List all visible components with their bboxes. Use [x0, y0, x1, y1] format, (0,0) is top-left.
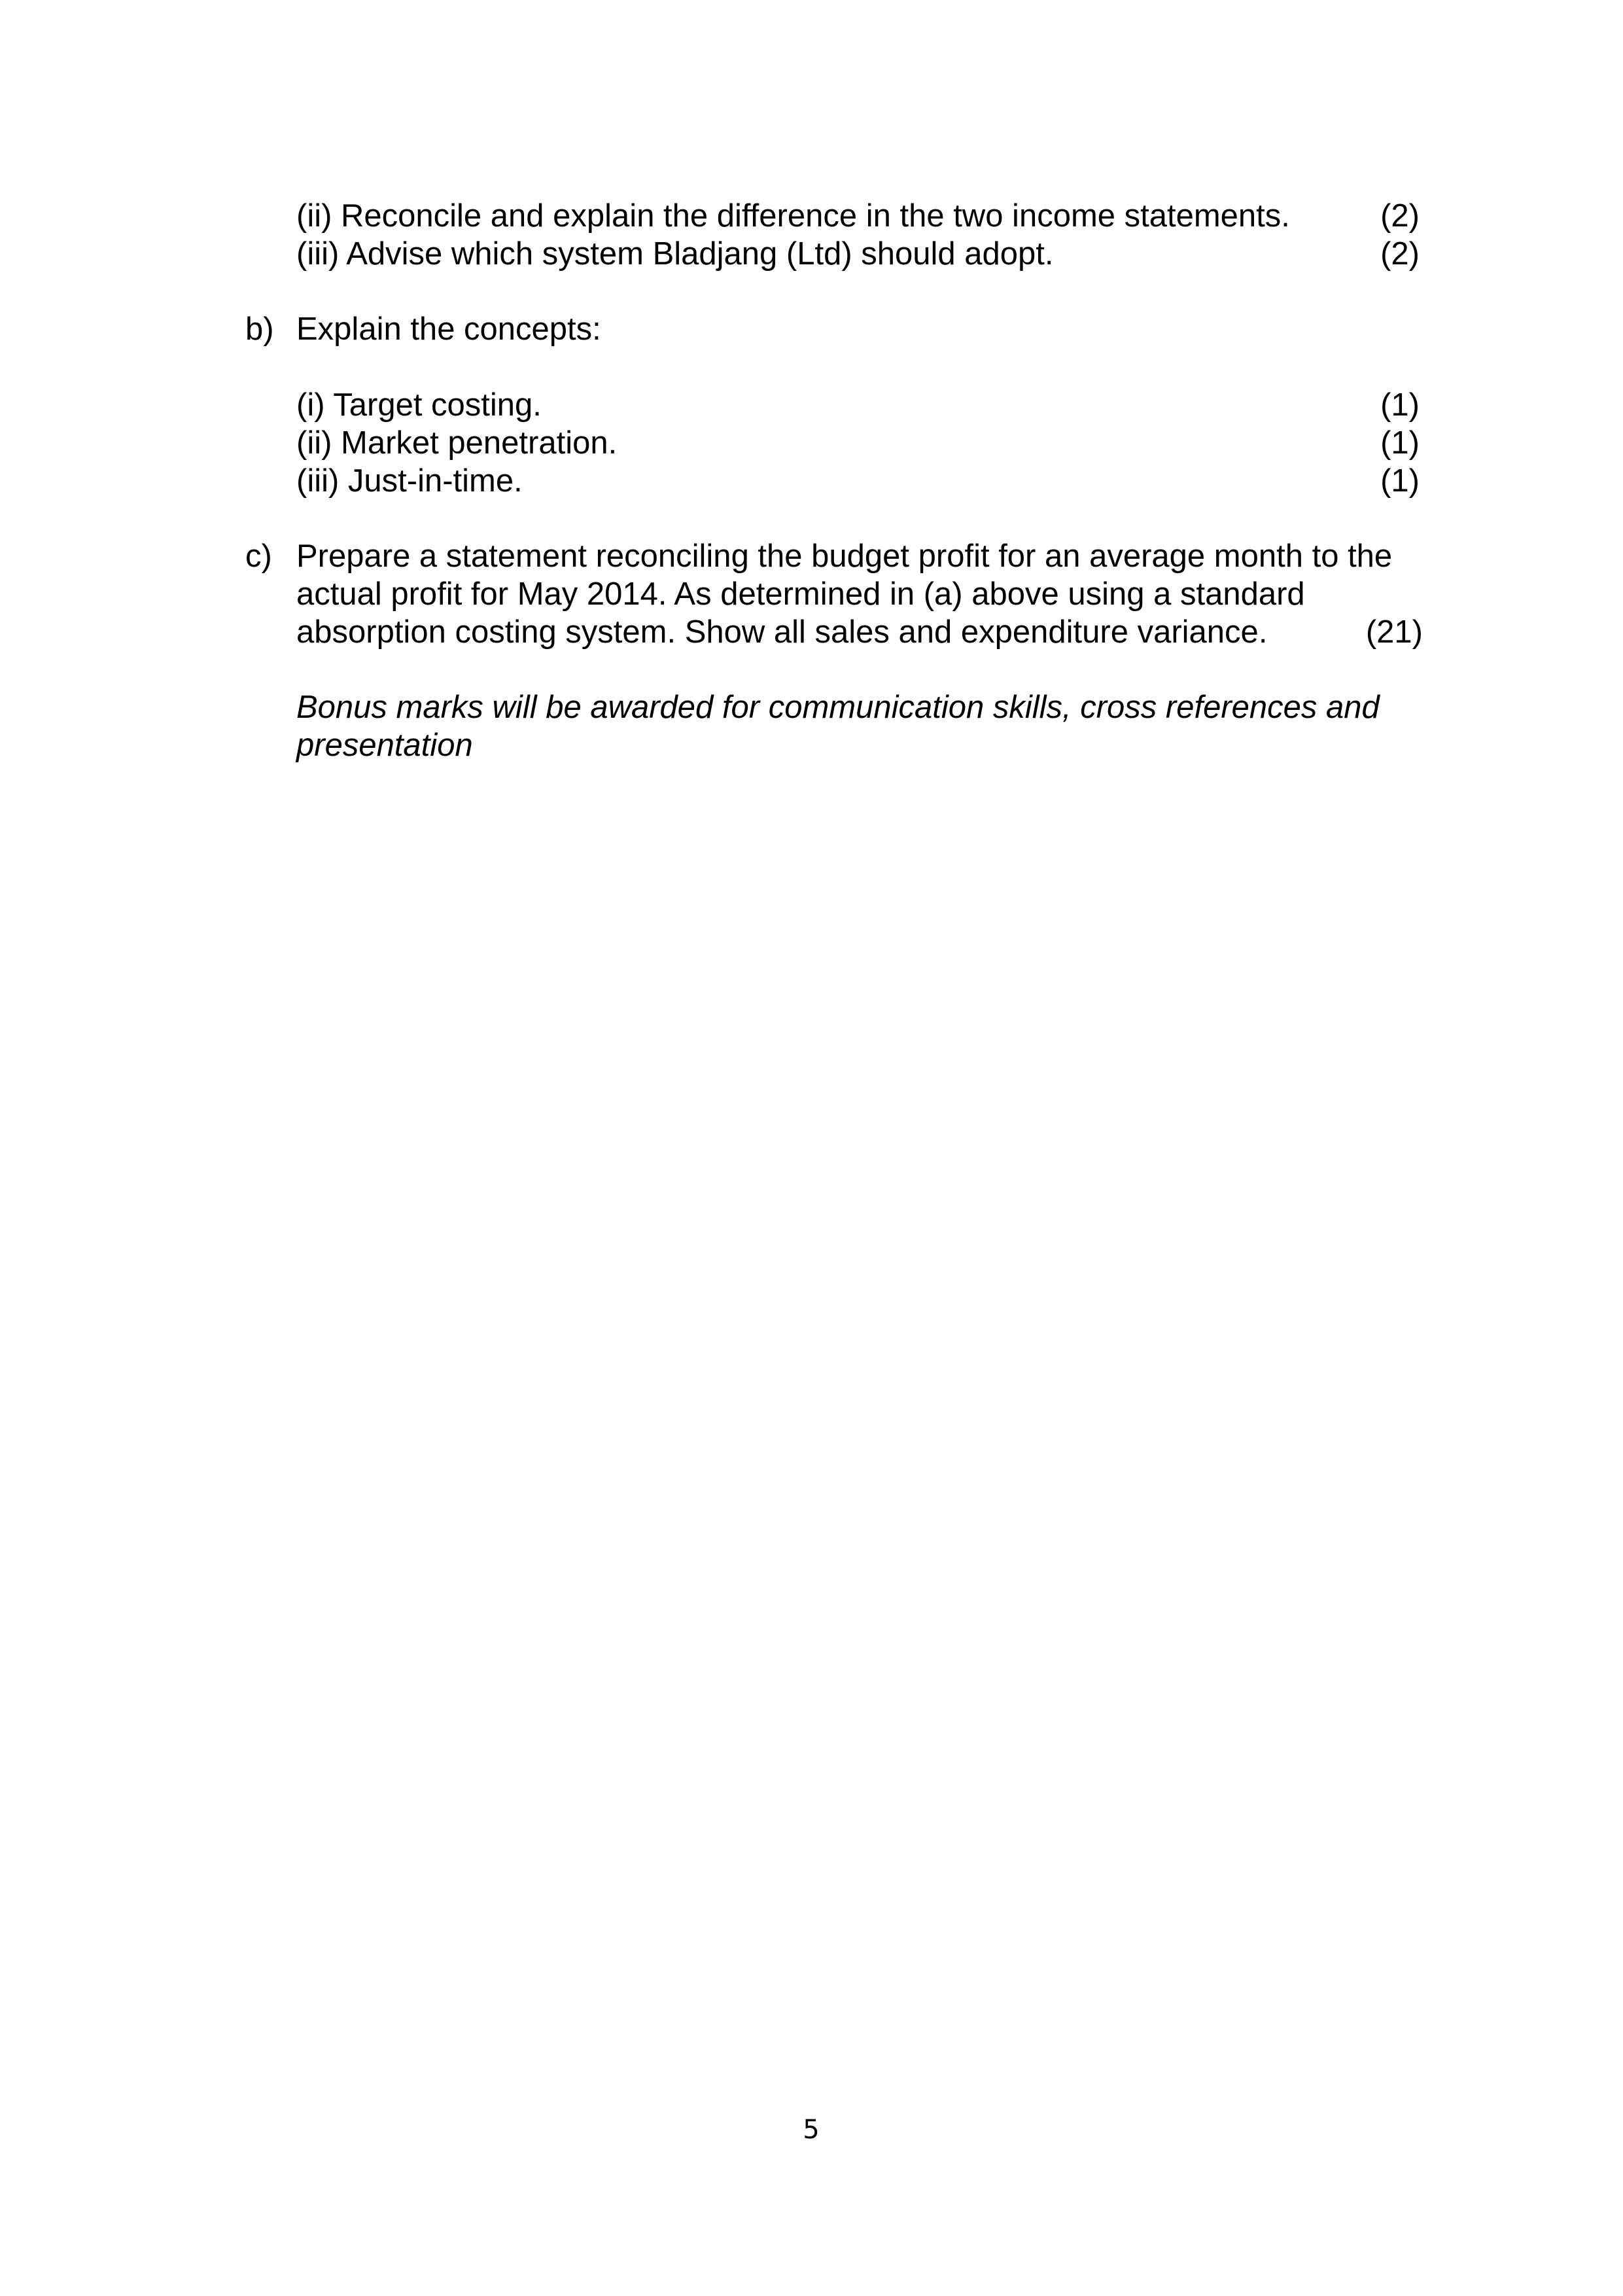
- part-b-item-iii-marks: (1): [1380, 463, 1420, 499]
- part-a-item-iii-marks: (2): [1380, 236, 1420, 272]
- part-b-item-iii-text: (iii) Just-in-time.: [296, 463, 523, 499]
- page-number: 5: [803, 2115, 820, 2145]
- part-a-item-ii-text: (ii) Reconcile and explain the difference in the two income statements.: [296, 198, 1290, 234]
- part-b-item-i-marks: (1): [1380, 387, 1420, 423]
- part-c-line-3: absorption costing system. Show all sales and expenditure variance.: [296, 614, 1268, 650]
- part-c-line-1: Prepare a statement reconciling the budget profit for an average month to the: [296, 539, 1393, 574]
- bonus-note-line-2: presentation: [296, 728, 473, 763]
- part-b-item-i-text: (i) Target costing.: [296, 387, 542, 423]
- part-b-item-ii-marks: (1): [1380, 425, 1420, 461]
- part-b-intro: Explain the concepts:: [296, 311, 601, 347]
- part-c-line-2: actual profit for May 2014. As determined in (a) above using a standard: [296, 576, 1305, 612]
- part-b-item-ii-text: (ii) Market penetration.: [296, 425, 618, 461]
- part-a-item-ii-marks: (2): [1380, 198, 1420, 234]
- part-a-item-iii-text: (iii) Advise which system Bladjang (Ltd) should adopt.: [296, 236, 1054, 272]
- part-b-label: b): [245, 311, 274, 347]
- part-c-marks: (21): [1365, 614, 1423, 650]
- bonus-note-line-1: Bonus marks will be awarded for communication skills, cross references and: [296, 690, 1380, 725]
- part-c-label: c): [245, 539, 272, 574]
